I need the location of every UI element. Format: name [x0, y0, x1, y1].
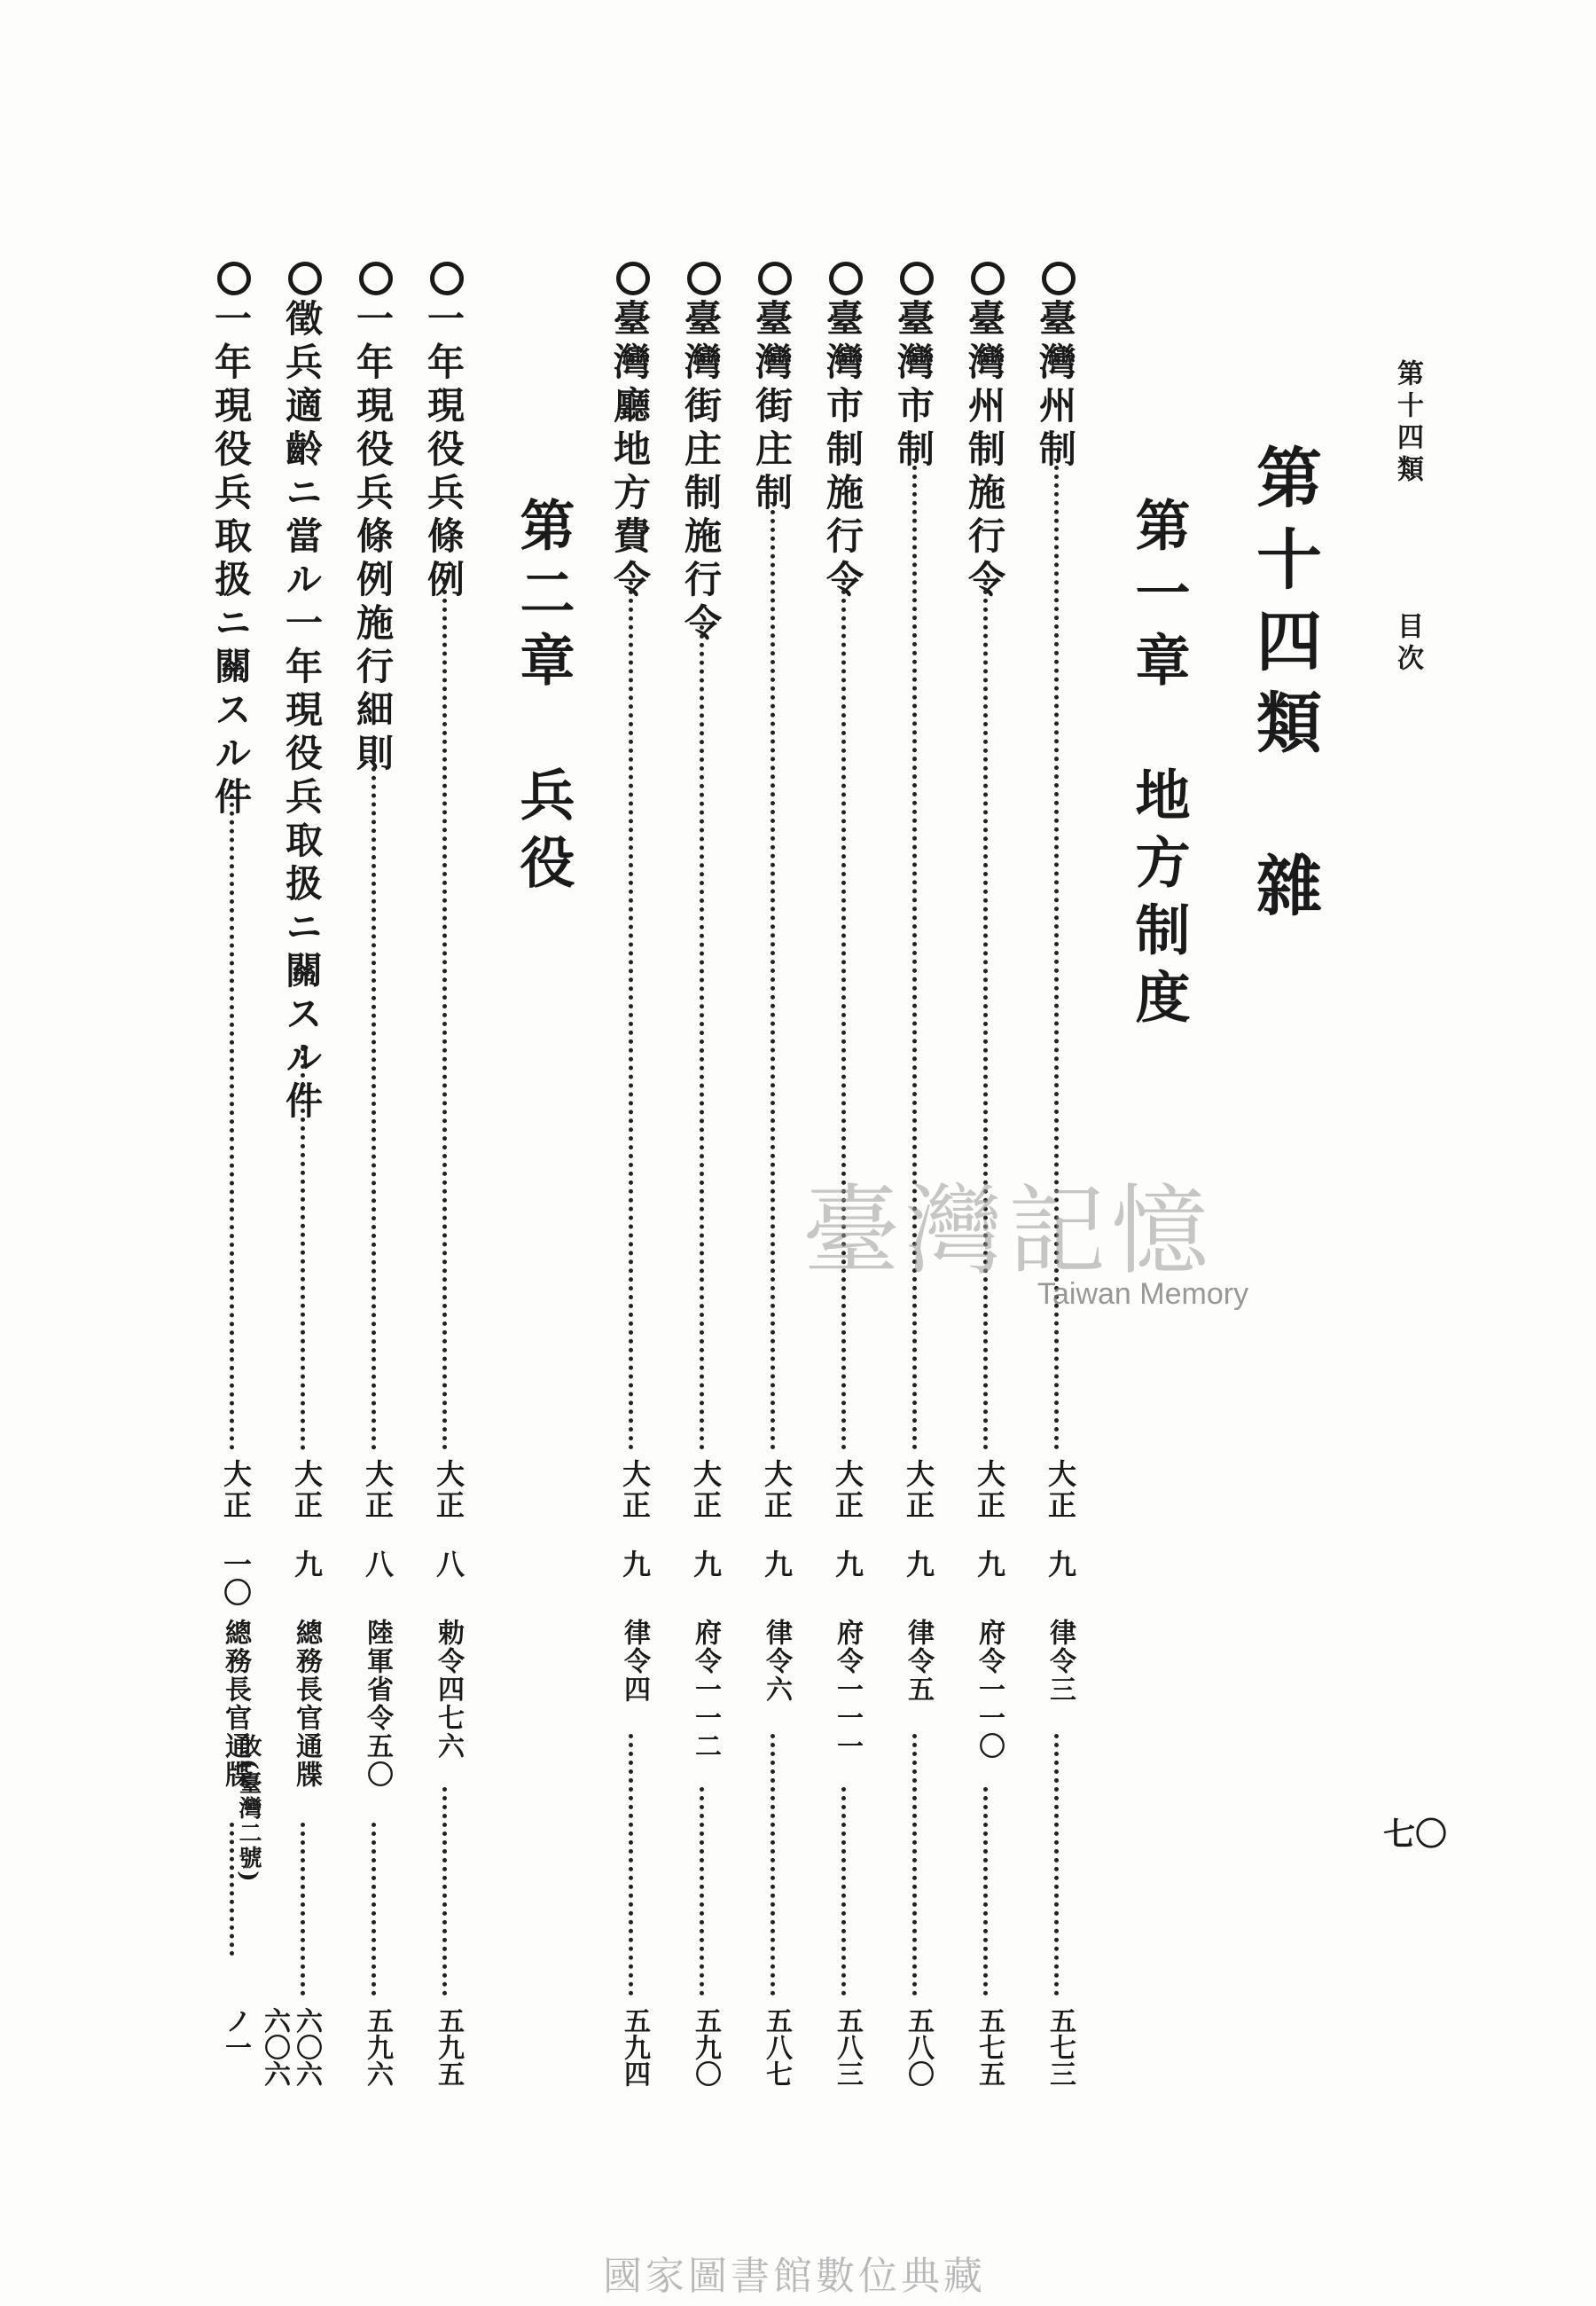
entry-era: 大正	[973, 1459, 1006, 1521]
bullet-circle-icon	[217, 262, 251, 295]
entry-year: 九	[973, 1549, 1006, 1578]
entry-law: 律令三	[1044, 1619, 1076, 1704]
entry-year: 八	[361, 1549, 395, 1578]
leader-dots	[983, 1787, 988, 1996]
entry-law: 律令六	[761, 1619, 792, 1704]
entry-title: 臺灣州制	[1034, 299, 1077, 473]
leader-dots	[841, 581, 846, 1450]
entry-page: 五八三	[832, 2007, 863, 2087]
entry-year: 九	[760, 1549, 794, 1578]
bullet-circle-icon	[971, 262, 1005, 295]
entry-year: 九	[831, 1549, 864, 1578]
leader-dots	[629, 1734, 633, 1996]
category-title: 第十四類 雜	[1246, 443, 1322, 933]
toc-entry	[279, 262, 332, 2089]
entry-year: 九	[618, 1549, 652, 1578]
chapter-1-title: 第一章 地方制度	[1126, 497, 1191, 1036]
entry-title: 徵兵適齡ニ當ル一年現役兵取扱ニ關スル件	[280, 299, 324, 1125]
bullet-circle-icon	[430, 262, 464, 295]
leader-dots	[912, 466, 917, 1450]
entry-year: 九	[1044, 1549, 1077, 1578]
entry-page: 五七五	[974, 2007, 1005, 2087]
bullet-circle-icon	[359, 262, 393, 295]
entry-era: 大正	[361, 1459, 395, 1521]
entry-title: 臺灣市制	[892, 299, 935, 473]
entry-title: 臺灣市制施行令	[821, 299, 864, 603]
entry-page: 五九五	[433, 2007, 464, 2087]
leader-dots	[983, 581, 988, 1450]
leader-dots	[230, 785, 234, 1450]
entry-title: 臺灣州制施行令	[963, 299, 1006, 603]
entry-era: 大正	[1044, 1459, 1077, 1521]
entry-year: 一〇	[219, 1549, 253, 1606]
leader-dots	[372, 1823, 376, 1996]
entry-era: 大正	[618, 1459, 652, 1521]
watermark-chinese: 臺灣記憶	[802, 1174, 1214, 1288]
entry-title: 臺灣街庄制施行令	[679, 299, 723, 647]
entry-era: 大正	[689, 1459, 723, 1521]
entry-page: 五八〇	[903, 2007, 934, 2087]
entry-title: 一年現役兵取扱ニ關スル件	[209, 299, 253, 820]
entry-era: 大正	[219, 1459, 253, 1521]
entry-law: 律令五	[903, 1619, 934, 1704]
bullet-circle-icon	[616, 262, 650, 295]
entry-era: 大正	[831, 1459, 864, 1521]
entry-law: 勅令四七六	[433, 1619, 464, 1761]
leader-dots	[700, 625, 704, 1450]
bullet-circle-icon	[288, 262, 322, 295]
leader-dots	[301, 1823, 305, 1996]
entry-page: 六〇六	[291, 2007, 322, 2087]
toc-entry	[607, 262, 661, 2089]
entry-era: 大正	[290, 1459, 324, 1521]
leader-dots	[841, 1787, 846, 1996]
entry-era: 大正	[902, 1459, 935, 1521]
entry-law: 府令一一〇	[974, 1619, 1005, 1761]
revision-note: 改(臺灣二號)	[235, 1734, 262, 1884]
bullet-circle-icon	[900, 262, 934, 295]
chapter-2-title: 第二章 兵役	[511, 497, 575, 901]
running-header-section: 目次	[1392, 612, 1423, 676]
bullet-circle-icon	[687, 262, 721, 295]
entry-page: 五九四	[619, 2007, 650, 2087]
entry-page: 五八七	[761, 2007, 792, 2087]
page-number: 七〇	[1383, 1816, 1448, 1853]
bullet-circle-icon	[1042, 262, 1076, 295]
entry-law: 律令四	[619, 1619, 650, 1704]
entry-title: 臺灣廳地方費令	[608, 299, 652, 603]
entry-page: 五七三	[1044, 2007, 1076, 2087]
leader-dots	[771, 510, 775, 1450]
entry-year: 九	[689, 1549, 723, 1578]
leader-dots	[771, 1734, 775, 1996]
leader-dots	[442, 1787, 447, 1996]
leader-dots	[629, 581, 633, 1450]
bullet-circle-icon	[829, 262, 863, 295]
leader-dots	[372, 741, 376, 1450]
running-header-category: 第十四類	[1392, 359, 1423, 487]
entry-era: 大正	[760, 1459, 794, 1521]
entry-title: 一年現役兵條例	[422, 299, 466, 603]
toc-entry	[421, 262, 474, 2089]
toc-entry	[678, 262, 732, 2089]
entry-year: 九	[902, 1549, 935, 1578]
leader-dots	[301, 1047, 305, 1450]
leader-dots	[700, 1787, 704, 1996]
entry-law: 總務長官通牒	[220, 1619, 251, 1789]
leader-dots	[912, 1734, 917, 1996]
entry-page: 五九〇	[690, 2007, 721, 2087]
library-footer: 國家圖書館數位典藏	[603, 2254, 986, 2299]
toc-entry	[350, 262, 403, 2089]
entry-law: 府令一一一	[832, 1619, 863, 1761]
entry-era: 大正	[432, 1459, 466, 1521]
entry-law: 總務長官通牒	[291, 1619, 322, 1789]
entry-law: 府令一一二	[690, 1619, 721, 1761]
entry-title: 臺灣街庄制	[750, 299, 794, 516]
entry-year: 八	[432, 1549, 466, 1578]
entry-title: 一年現役兵條例施行細則	[351, 299, 395, 777]
bullet-circle-icon	[758, 262, 792, 295]
watermark-english: Taiwan Memory	[1037, 1277, 1249, 1311]
entry-page: 五九六	[362, 2007, 393, 2087]
entry-law: 陸軍省令五〇	[362, 1619, 393, 1789]
entry-year: 九	[290, 1549, 324, 1578]
toc-entry	[749, 262, 802, 2089]
leader-dots	[442, 581, 447, 1450]
leader-dots	[1054, 1734, 1059, 1996]
entry-page: 六〇六ノ一	[220, 2007, 290, 2087]
